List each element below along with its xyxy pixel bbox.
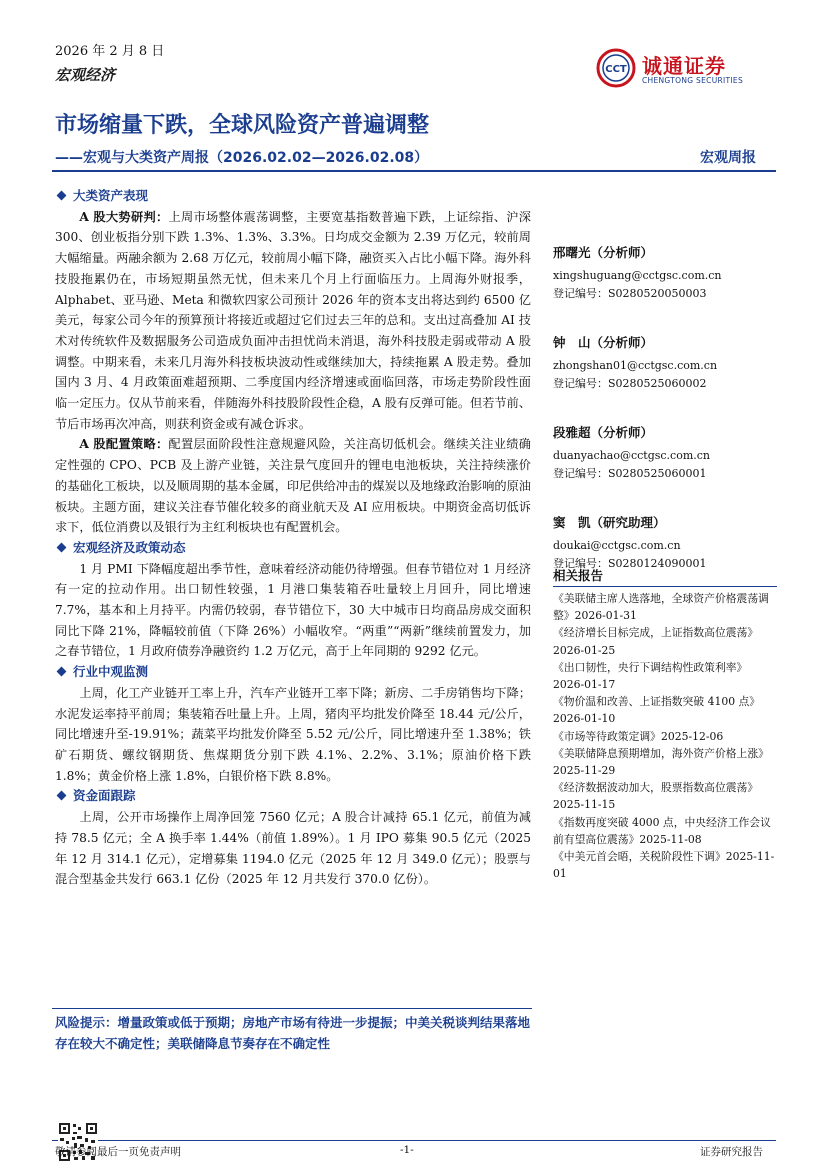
section-liquidity (55, 786, 531, 890)
analyst-email[interactable]: zhongshan01@cctgsc.com.cn (553, 359, 718, 372)
related-report-link[interactable]: 《经济数据波动加大，股票指数高位震荡》2025-11-15 (553, 781, 759, 812)
analyst-card (553, 423, 778, 483)
logo-name-cn: 诚通证券 (642, 54, 726, 78)
analyst-name: 邢曙光（分析师） (553, 245, 654, 260)
logo-name-en: CHENGTONG SECURITIES (642, 76, 744, 85)
report-type: 宏观周报 (700, 150, 756, 166)
section-heading: 资金面跟踪 (55, 786, 531, 807)
section-asset-performance (55, 186, 531, 538)
analyst-list (553, 243, 778, 603)
analyst-reg: 登记编号：S0280124090001 (553, 557, 707, 570)
analyst-email[interactable]: duanyachao@cctgsc.com.cn (553, 449, 711, 462)
risk-warning: 风险提示：增量政策或低于预期；房地产市场有待进一步提振；中美关税谈判结果落地存在较大不确定性；美联储降息节奏存在不确定性 (55, 1015, 531, 1051)
related-report-link[interactable]: 《美联储降息预期增加，海外资产价格上涨》2025-11-29 (553, 746, 769, 778)
diamond-bullet-icon (57, 543, 67, 553)
analyst-reg: 登记编号：S0280525060002 (553, 377, 707, 390)
section-heading: 宏观经济及政策动态 (55, 538, 531, 559)
paragraph (55, 807, 531, 890)
paragraph-text: 上周市场整体震荡调整，主要宽基指数普遍下跌，上证综指、沪深 300、创业板指分别下跌 1.3%、1.3%、3.3%。日均成交金额为 2.39 万亿元，较前周大幅缩量。两融余额为 2.68 万亿元，较前周小幅下降，融资买入占比小幅下降。海外科技股拖累仍在，市场短期虽然无忧，但未来几个月上行面临压力。上周海外财报季，Alphabet、亚马逊、Meta 和微软四家公司预计 2026 年的资本支出将达到约 6500 亿美元，每家公司今年的预算预计将接近或超过它们过去三年的总和。支出过高叠加 AI 技术对传统软件及数据服务公司造成负面冲击担忧尚未消退，海外科技股走弱或带动 A 股调整。中期来看，未来几月海外科技板块波动性或继续加大，持续拖累 A 股走势。叠加国内 3 月、4 月政策面难超预期、二季度国内经济增速或面临回落，市场走势阶段性面临一定压力。仅从节前来看，伴随海外科技股阶段性企稳，A 股有反弹可能。但若节前、节后市场再次冲高，则获利资金或有减仓诉求。 (55, 209, 531, 431)
section-industry-monitor (55, 662, 531, 786)
analyst-name: 窦 凯（研究助理） (553, 515, 666, 530)
analyst-card (553, 513, 778, 573)
related-report-link[interactable]: 《中美元首会晤，关税阶段性下调》2025-11-01 (553, 850, 775, 881)
diamond-bullet-icon (57, 667, 67, 677)
analyst-reg: 登记编号：S0280525060001 (553, 467, 707, 480)
paragraph-text: 上周，公开市场操作上周净回笼 7560 亿元；A 股合计减持 65.1 亿元，前值为减持 78.5 亿元；全 A 换手率 1.44%（前值 1.89%）。1 月 IPO 募集 90.5 亿元（2025 年 12 月 314.1 亿元），定增募集 1194.0 亿元（2025 年 12 月 349.0 亿元）；股票与混合型基金共发行 663.1 亿份（2025 年 12 月共发行 370.0 亿份）。 (55, 810, 531, 887)
section-heading: 行业中观监测 (55, 662, 531, 683)
related-reports-heading: 相关报告 (553, 568, 604, 583)
related-report-link[interactable]: 《经济增长目标完成，上证指数高位震荡》2026-01-25 (553, 626, 759, 657)
paragraph-lead: A 股大势研判： (79, 209, 169, 224)
paragraph (55, 683, 531, 787)
related-report-link[interactable]: 《物价温和改善、上证指数突破 4100 点》2026-01-10 (553, 695, 761, 726)
company-logo (596, 48, 746, 92)
section-macro-policy (55, 538, 531, 662)
risk-divider (52, 1008, 532, 1009)
footer-divider (52, 1140, 776, 1141)
paragraph-lead: A 股配置策略： (79, 437, 169, 452)
analyst-card (553, 243, 778, 303)
page-number: -1- (400, 1144, 414, 1156)
paragraph (55, 207, 531, 435)
report-category: 宏观经济 (55, 66, 116, 84)
logo-mark-text: CCT (605, 64, 627, 75)
related-report-link[interactable]: 《美联储主席人选落地，全球资产价格震荡调整》2026-01-31 (553, 592, 769, 623)
related-report-link[interactable]: 《指数再度突破 4000 点，中央经济工作会议前有望高位震荡》2025-11-08 (553, 815, 771, 846)
related-reports-list (553, 590, 777, 882)
analyst-name: 钟 山（分析师） (553, 335, 654, 350)
analyst-card (553, 333, 778, 393)
analyst-name: 段雅超（分析师） (553, 425, 654, 440)
footer-disclaimer: 敬请参阅最后一页免责声明 (55, 1146, 181, 1158)
main-content (55, 186, 531, 890)
header-divider (52, 170, 776, 172)
paragraph-text: 1 月 PMI 下降幅度超出季节性，意味着经济动能仍待增强。但春节错位对 1 月经济有一定的拉动作用。出口韧性较强，1 月港口集装箱吞吐量较上月回升，同比增速 7.7%，基本和上月持平。内需仍较弱，春节错位下，30 大中城市日均商品房成交面积同比下降 21%，降幅较前值（下降 26%）小幅收窄。“两重”“两新”继续前置发力，加之春节错位，1 月政府债券净融资约 1.2 万亿元，高于上年同期的 9292 亿元。 (55, 561, 531, 659)
report-date: 2026 年 2 月 8 日 (55, 44, 165, 59)
section-heading: 大类资产表现 (55, 186, 531, 207)
related-divider (553, 586, 777, 587)
related-report-link[interactable]: 《出口韧性，央行下调结构性政策利率》2026-01-17 (553, 660, 748, 692)
related-report-link[interactable]: 《市场等待政策定调》2025-12-06 (553, 729, 724, 743)
paragraph-text: 配置层面阶段性注意规避风险，关注高切低机会。继续关注业绩确定性强的 CPO、PCB 及上游产业链，关注景气度回升的锂电电池板块，关注持续涨价的基础化工板块，以及顺周期的基本金属，印尼供给冲击的煤炭以及地缘政治影响的原油板块。主题方面，建议关注春节催化较多的商业航天及 AI 应用板块。中期资金高切低诉求下，低位消费以及银行为主红利板块也有配置机会。 (55, 437, 531, 535)
analyst-reg: 登记编号：S0280520050003 (553, 287, 707, 300)
report-title: 市场缩量下跌，全球风险资产普遍调整 (55, 113, 430, 138)
report-subtitle: ——宏观与大类资产周报（2026.02.02—2026.02.08） (55, 150, 429, 166)
logo-mark-icon (596, 48, 636, 88)
diamond-bullet-icon (57, 191, 67, 201)
footer-label: 证券研究报告 (700, 1146, 763, 1158)
paragraph (55, 434, 531, 538)
diamond-bullet-icon (57, 791, 67, 801)
analyst-email[interactable]: xingshuguang@cctgsc.com.cn (553, 269, 722, 282)
analyst-email[interactable]: doukai@cctgsc.com.cn (553, 539, 681, 552)
paragraph (55, 559, 531, 663)
paragraph-text: 上周，化工产业链开工率上升，汽车产业链开工率下降；新房、二手房销售均下降；水泥发运率持平前周；集装箱吞吐量上升。上周，猪肉平均批发价降至 18.44 元/公斤，同比增速升至-19.91%；蔬菜平均批发价降至 5.52 元/公斤，同比增速升至 1.38%；铁矿石期货、螺纹钢期货、焦煤期货分别下跌 4.1%、2.2%、3.1%；原油价格下跌 1.8%；黄金价格上涨 1.8%，白银价格下跌 8.8%。 (55, 685, 531, 783)
